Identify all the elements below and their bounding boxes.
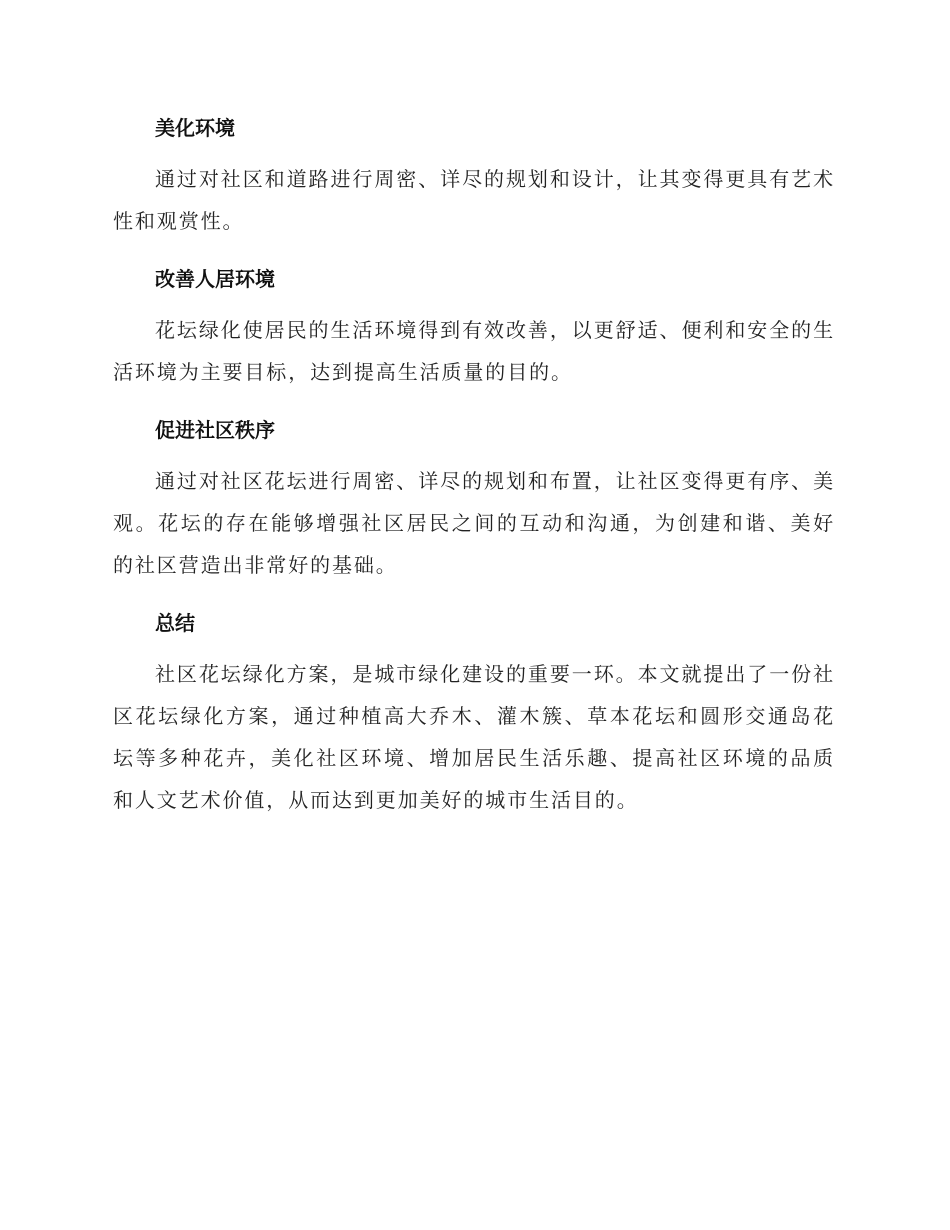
section-heading: 改善人居环境 — [155, 267, 275, 291]
section-paragraph: 花坛绿化使居民的生活环境得到有效改善，以更舒适、便利和安全的生活环境为主要目标，达到提高生活质量的目的。 — [113, 318, 835, 384]
document-body — [113, 109, 835, 821]
section-beautify-environment — [113, 109, 835, 260]
section-community-order — [113, 411, 835, 604]
section-heading: 促进社区秩序 — [155, 418, 275, 442]
section-paragraph: 通过对社区和道路进行周密、详尽的规划和设计，让其变得更具有艺术性和观赏性。 — [113, 167, 835, 233]
section-paragraph: 社区花坛绿化方案，是城市绿化建设的重要一环。本文就提出了一份社区花坛绿化方案，通过种植高大乔木、灌木簇、草本花坛和圆形交通岛花坛等多种花卉，美化社区环境、增加居民生活乐趣、提高社区环境的品质和人文艺术价值，从而达到更加美好的城市生活目的。 — [113, 662, 835, 812]
section-heading: 总结 — [155, 611, 195, 635]
section-heading: 美化环境 — [155, 116, 235, 140]
section-summary — [113, 604, 835, 821]
section-improve-living-environment — [113, 260, 835, 411]
section-paragraph: 通过对社区花坛进行周密、详尽的规划和布置，让社区变得更有序、美观。花坛的存在能够增强社区居民之间的互动和沟通，为创建和谐、美好的社区营造出非常好的基础。 — [113, 469, 835, 577]
